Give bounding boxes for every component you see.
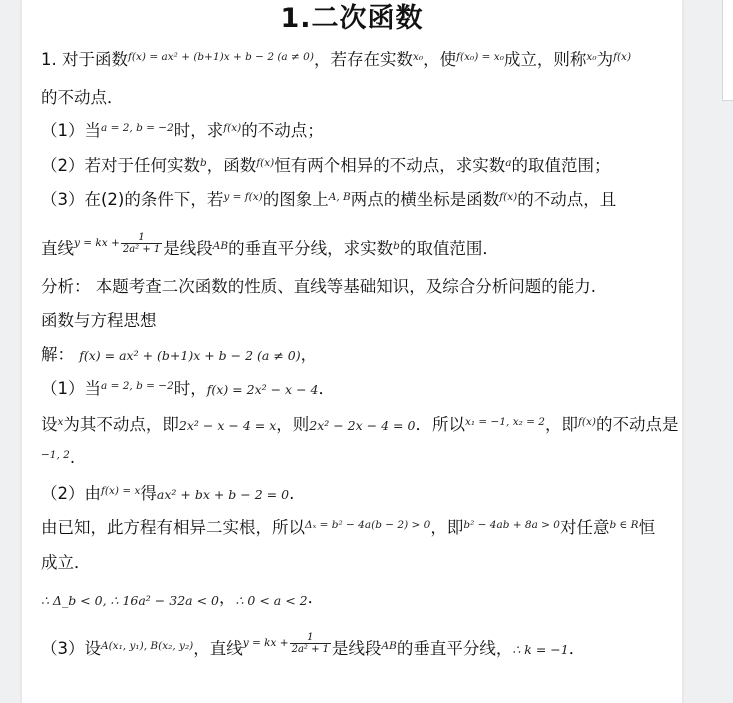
inline-math: x₀	[586, 51, 597, 63]
solution-text: ．	[568, 639, 586, 658]
fraction-denominator: 2a² + 1	[291, 644, 330, 655]
solution-text: 为其不动点，即	[63, 415, 179, 434]
problem-text: 为	[596, 50, 614, 69]
solution-text: （1）当	[41, 379, 101, 398]
solution-text: 恒	[638, 518, 656, 537]
solution-text: 成立．	[41, 553, 91, 572]
inline-math: A, B	[328, 191, 351, 203]
inline-math: ax² + bx + b − 2 = 0	[156, 487, 290, 502]
line-equation-math: y = kx +	[74, 237, 120, 249]
problem-text: 的取值范围；	[511, 156, 611, 175]
solution-line-7	[41, 553, 91, 573]
problem-text: 的不动点；	[241, 121, 324, 140]
inline-math: f(x)	[223, 122, 242, 134]
problem-part-1	[41, 121, 324, 143]
inline-math: x₁ = −1, x₂ = 2	[464, 416, 545, 428]
problem-line-2	[41, 88, 124, 108]
solution-text: （2）由	[41, 484, 101, 503]
line-equation-math: y = kx +	[242, 637, 289, 649]
solution-text: ．所以	[415, 415, 465, 434]
solution-text: 是线段	[332, 639, 382, 658]
inline-math: ∴ Δ_b < 0, ∴ 16a² − 32a < 0	[41, 593, 219, 608]
page-title: 1.二次函数	[280, 3, 424, 34]
problem-text: ，若存在实数	[313, 50, 413, 69]
solution-text: ．	[318, 379, 335, 398]
problem-text: 的不动点，且	[517, 190, 617, 209]
solution-text: 设	[41, 415, 58, 434]
solution-text: 得	[140, 484, 157, 503]
inline-math: a = 2, b = −2	[101, 122, 174, 134]
inline-math: f(x)	[256, 157, 275, 169]
inline-math: f(x)	[499, 191, 518, 203]
inline-math: f(x) = x	[101, 485, 141, 497]
solution-text: .	[69, 448, 76, 467]
inline-math: A(x₁, y₁), B(x₂, y₂)	[101, 640, 194, 652]
inline-math: 2x² − x − 4 = x	[178, 418, 277, 433]
problem-part-2	[41, 156, 611, 178]
solution-line-8	[41, 588, 324, 609]
solution-text: 解：	[41, 345, 74, 364]
inline-math: f(x) = ax² + (b+1)x + b − 2 (a ≠ 0)	[79, 348, 301, 363]
problem-text: ，使	[423, 50, 457, 69]
inline-math: b	[200, 157, 207, 169]
inline-math: Δₓ = b² − 4a(b − 2) > 0	[305, 519, 431, 531]
problem-text: ，函数	[206, 156, 257, 175]
fraction-numerator: 1	[290, 632, 331, 644]
solution-line-4	[41, 448, 75, 470]
problem-text: 的取值范围．	[399, 239, 499, 258]
solution-text: ，即	[430, 518, 464, 537]
solution-text: 由已知，此方程有相异二实根，所以	[41, 518, 305, 537]
fraction-denominator: 2a² + 1	[122, 244, 161, 255]
analysis-line: 分析： 本题考查二次函数的性质、直线等基础知识，及综合分析问题的能力.	[41, 277, 596, 296]
problem-text: 的不动点．	[41, 88, 124, 107]
inline-math: f(x)	[613, 51, 632, 63]
inline-math: 2x² − 2x − 4 = 0	[309, 418, 416, 433]
inline-math: a = 2, b = −2	[101, 380, 174, 392]
problem-text: 的图象上	[262, 190, 329, 209]
inline-math: y = f(x)	[223, 191, 263, 203]
inline-math: ∴ 0 < a < 2	[235, 593, 308, 608]
problem-text: 是线段	[163, 239, 213, 258]
solution-text: （3）设	[41, 639, 101, 658]
solution-line-1	[41, 345, 317, 366]
inline-math: f(x)	[577, 416, 596, 428]
solution-text: 时，	[173, 379, 207, 398]
function-definition-math: f(x) = ax² + (b+1)x + b − 2 (a ≠ 0)	[128, 51, 314, 63]
problem-text: （3）在(2)的条件下，若	[41, 190, 224, 209]
solution-text: 的不动点是	[596, 415, 679, 434]
problem-text: （1）当	[41, 121, 101, 140]
solution-text: ，直线	[193, 639, 243, 658]
solution-text: ，	[218, 588, 236, 607]
inline-math: a	[505, 157, 512, 169]
inline-math: f(x₀) = x₀	[456, 51, 504, 63]
solution-text: ，	[300, 345, 318, 364]
problem-text: 恒有两个相异的不动点，求实数	[274, 156, 506, 175]
solution-text: 对任意	[560, 518, 610, 537]
problem-text: 时，求	[173, 121, 224, 140]
problem-text: 两点的横坐标是函数	[350, 190, 500, 209]
solution-text: ，则	[276, 415, 310, 434]
inline-math: −1, 2	[41, 449, 70, 461]
inline-math: x₀	[412, 51, 424, 63]
problem-text: 1. 对于函数	[41, 50, 128, 69]
solution-line-6	[41, 518, 655, 540]
solution-text: .	[289, 484, 295, 503]
solution-text: 的垂直平分线，	[396, 639, 513, 658]
inline-math: f(x) = 2x² − x − 4	[206, 382, 319, 397]
fraction-numerator: 1	[121, 232, 162, 244]
inline-math: x	[57, 416, 64, 428]
solution-part-2	[41, 484, 294, 506]
method-line: 函数与方程思想	[41, 311, 157, 330]
inline-math: b² − 4ab + 8a > 0	[463, 519, 560, 531]
fraction	[290, 632, 331, 655]
document-page	[22, 0, 682, 703]
problem-text: （2）若对于任何实数	[41, 156, 200, 175]
inline-math: AB	[381, 640, 397, 652]
solution-text: ，即	[544, 415, 578, 434]
problem-line-6	[41, 232, 499, 261]
solution-text: ．	[307, 588, 325, 607]
inline-math: ∴ k = −1	[512, 642, 569, 657]
problem-line-1	[41, 50, 631, 72]
problem-text: 直线	[41, 239, 74, 258]
solution-part-1	[41, 379, 335, 401]
adjacent-panel-edge	[722, 0, 733, 101]
solution-part-3	[41, 632, 586, 661]
fraction	[121, 232, 162, 255]
inline-math: b	[393, 240, 400, 252]
inline-math: b ∈ R	[609, 519, 639, 531]
inline-math: AB	[212, 240, 229, 252]
problem-part-3	[41, 190, 616, 212]
problem-text: 成立，则称	[503, 50, 587, 69]
problem-text: 的垂直平分线，求实数	[228, 239, 394, 258]
solution-line-3	[41, 415, 679, 437]
